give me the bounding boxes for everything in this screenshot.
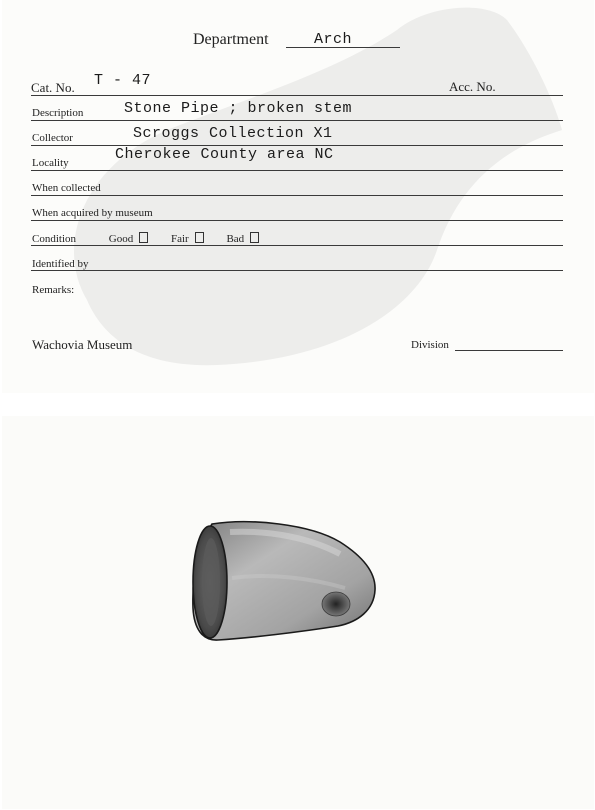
condition-fair: Fair — [171, 233, 206, 245]
locality-label: Locality — [32, 157, 69, 169]
locality-value: Cherokee County area NC — [115, 146, 334, 163]
cat-no-line — [31, 95, 563, 96]
cat-no-value: T - 47 — [94, 72, 152, 89]
show-through-shadow — [17, 0, 577, 380]
identified-by-label: Identified by — [32, 258, 89, 270]
when-collected-line — [31, 195, 563, 196]
when-acquired-line — [31, 220, 563, 221]
description-line — [31, 120, 563, 121]
remarks-label: Remarks: — [32, 284, 75, 296]
division-line — [455, 350, 563, 351]
when-acquired-label: When acquired by museum — [32, 207, 153, 219]
catalog-card-front — [2, 0, 594, 393]
card-gap — [0, 393, 595, 416]
description-label: Description — [32, 107, 84, 119]
checkbox-good — [139, 232, 148, 243]
department-label: Department — [193, 31, 269, 48]
collector-value: Scroggs Collection X1 — [133, 125, 333, 142]
description-value: Stone Pipe ; broken stem — [124, 100, 353, 117]
division-label: Division — [411, 339, 449, 351]
department-value: Arch — [314, 31, 353, 48]
stone-pipe-drawing — [190, 518, 378, 644]
checkbox-bad — [250, 232, 259, 243]
condition-good: Good — [109, 233, 150, 245]
when-collected-label: When collected — [32, 182, 101, 194]
acc-no-label: Acc. No. — [449, 79, 496, 94]
condition-bad: Bad — [226, 233, 261, 245]
locality-line — [31, 170, 563, 171]
checkbox-fair — [195, 232, 204, 243]
identified-by-line — [31, 270, 563, 271]
condition-label: Condition — [32, 233, 77, 245]
collector-label: Collector — [32, 132, 73, 144]
museum-name: Wachovia Museum — [32, 337, 133, 352]
condition-line — [31, 245, 563, 246]
condition-row — [32, 232, 279, 245]
cat-no-label: Cat. No. — [31, 80, 75, 95]
